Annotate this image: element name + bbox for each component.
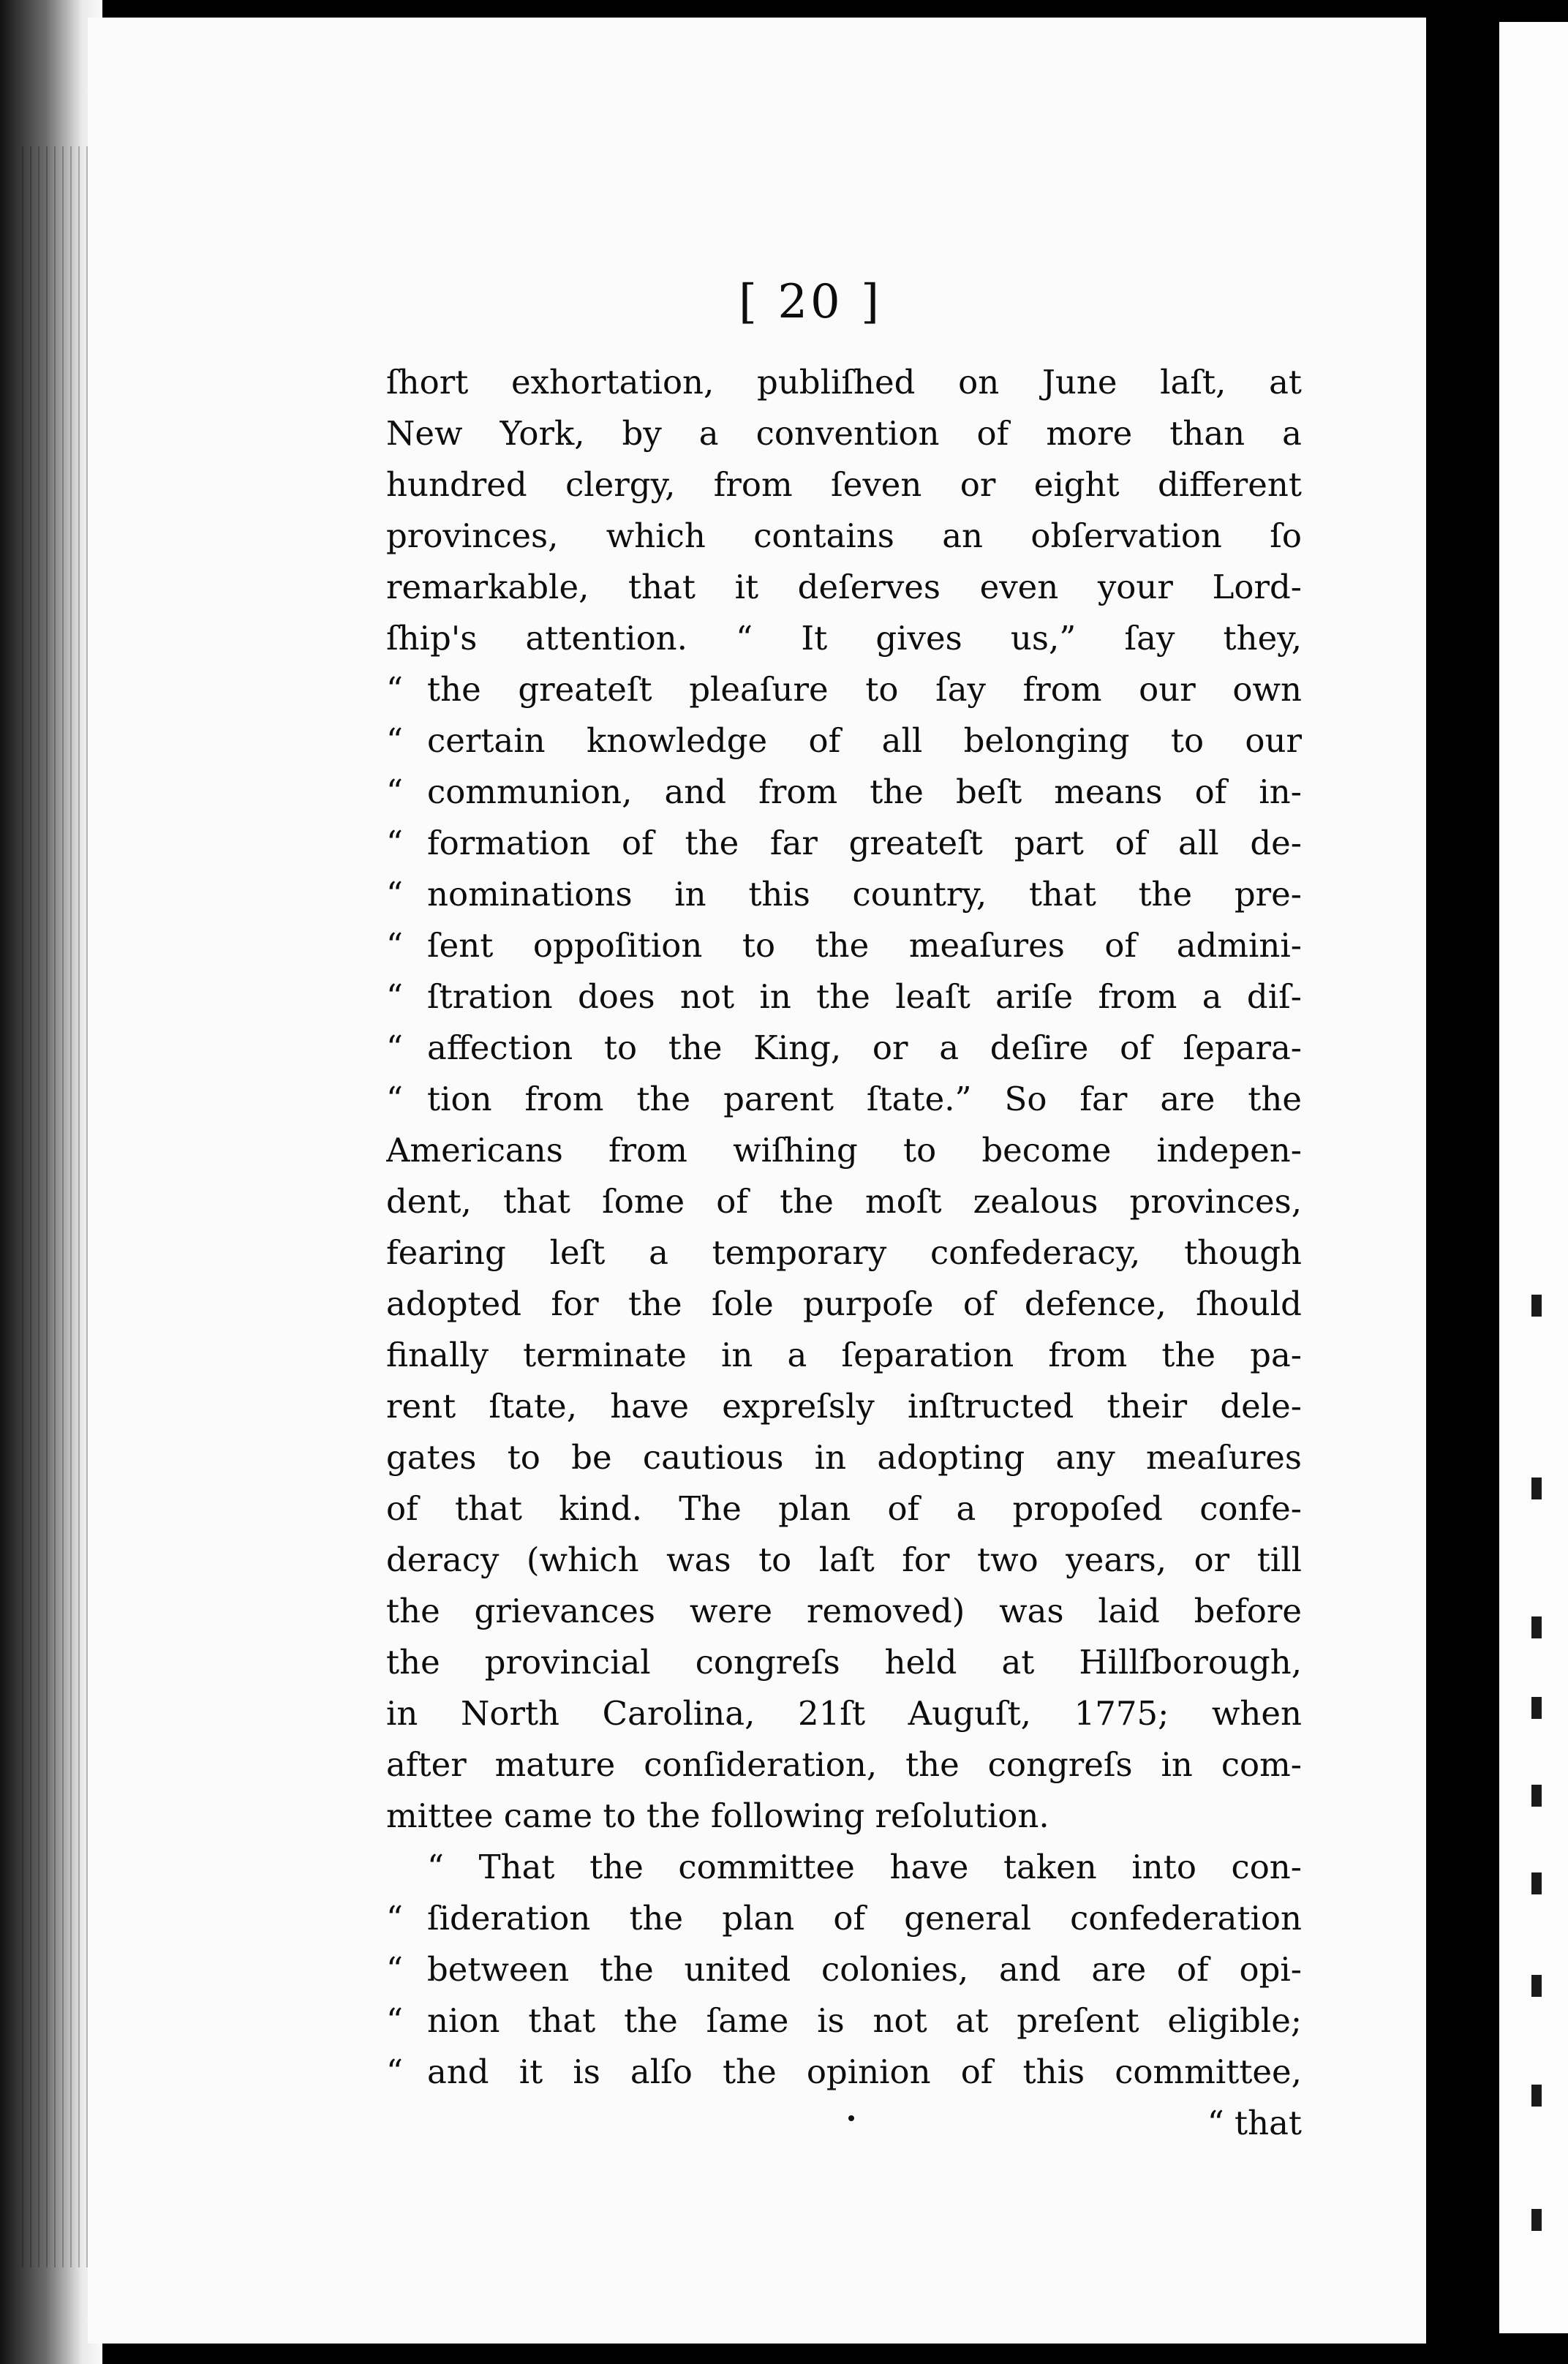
line-text: in North Carolina, 21ſt Auguſt, 1775; when — [386, 1694, 1302, 1733]
line-text: formation of the far greateſt part of all de- — [427, 824, 1302, 862]
text-line — [386, 1535, 1302, 1586]
line-text: of that kind. The plan of a propoſed confe- — [386, 1489, 1302, 1528]
text-line — [386, 562, 1302, 613]
text-line — [386, 1227, 1302, 1279]
line-text: after mature conſideration, the congreſs in com- — [386, 1745, 1302, 1784]
line-text: ſhort exhortation, publiſhed on June laſt, at — [386, 363, 1302, 402]
quotation-mark: “ — [386, 670, 404, 709]
text-line — [386, 818, 1302, 869]
text-line — [386, 767, 1302, 818]
text-line — [386, 1074, 1302, 1125]
line-text: gates to be cautious in adopting any meaſures — [386, 1438, 1302, 1477]
text-line — [386, 1330, 1302, 1381]
line-text: ſhip's attention. “ It gives us,” ſay they, — [386, 619, 1302, 658]
text-line — [386, 1023, 1302, 1074]
line-text: the provincial congreſs held at Hillſborough, — [386, 1643, 1302, 1682]
line-text: Americans from wiſhing to become indepen- — [386, 1131, 1302, 1170]
facing-page-edge — [1499, 22, 1568, 2333]
text-line — [386, 2047, 1302, 2098]
quotation-mark: “ — [386, 2001, 404, 2040]
text-line — [386, 1432, 1302, 1483]
line-text: mittee came to the following reſolution. — [386, 1796, 1049, 1835]
bleed-mark — [1531, 2209, 1542, 2231]
bleed-mark — [1531, 1785, 1542, 1807]
line-text: ſtration does not in the leaſt ariſe from a diſ- — [427, 977, 1302, 1016]
quotation-mark: “ — [386, 1028, 404, 1067]
text-line — [386, 1791, 1302, 1842]
line-text: ſent oppoſition to the meaſures of admini- — [427, 926, 1302, 965]
line-text: dent, that ſome of the moſt zealous provinces, — [386, 1182, 1302, 1221]
text-line — [386, 408, 1302, 459]
text-line — [386, 971, 1302, 1023]
line-text: “ That the committee have taken into con- — [427, 1848, 1302, 1886]
text-line — [386, 1637, 1302, 1688]
text-line — [386, 1279, 1302, 1330]
text-line — [386, 1125, 1302, 1176]
text-line — [386, 613, 1302, 664]
text-line — [386, 1842, 1302, 1893]
line-text: the greateſt pleaſure to ſay from our own — [427, 670, 1302, 709]
body-text — [386, 357, 1302, 2149]
bleed-mark — [1531, 2085, 1542, 2107]
line-text: the grievances were removed) was laid before — [386, 1592, 1302, 1630]
line-text: finally terminate in a ſeparation from the pa- — [386, 1336, 1302, 1374]
ink-speck — [848, 2115, 854, 2121]
text-line — [386, 920, 1302, 971]
line-text: deracy (which was to laſt for two years, or till — [386, 1540, 1302, 1579]
line-text: between the united colonies, and are of opi- — [427, 1950, 1302, 1989]
catchword: “ that — [1207, 2104, 1302, 2142]
line-text: nominations in this country, that the pre- — [427, 875, 1302, 914]
text-line — [386, 664, 1302, 715]
text-line — [386, 1944, 1302, 1995]
line-text: provinces, which contains an obſervation ſo — [386, 516, 1302, 555]
line-text: New York, by a convention of more than a — [386, 414, 1302, 453]
quotation-mark: “ — [386, 1080, 404, 1118]
line-text: ſideration the plan of general confederation — [427, 1899, 1302, 1938]
quotation-mark: “ — [386, 2052, 404, 2091]
quotation-mark: “ — [386, 1899, 404, 1938]
quotation-mark: “ — [386, 772, 404, 811]
bleed-mark — [1531, 1478, 1542, 1499]
quotation-mark: “ — [386, 721, 404, 760]
line-text: rent ſtate, have expreſsly inſtructed their dele- — [386, 1387, 1302, 1426]
quotation-mark: “ — [386, 875, 404, 914]
text-line — [386, 1176, 1302, 1227]
bleed-mark — [1531, 1975, 1542, 1997]
line-text: adopted for the ſole purpoſe of defence, ſhould — [386, 1284, 1302, 1323]
line-text: hundred clergy, from ſeven or eight different — [386, 465, 1302, 504]
text-line — [386, 1995, 1302, 2047]
line-text: fearing leſt a temporary confederacy, though — [386, 1233, 1302, 1272]
line-text: and it is alſo the opinion of this committee, — [427, 2052, 1302, 2091]
bleed-mark — [1531, 1295, 1542, 1317]
text-line — [386, 511, 1302, 562]
line-text: certain knowledge of all belonging to our — [427, 721, 1302, 760]
line-text: tion from the parent ſtate.” So far are the — [427, 1080, 1302, 1118]
line-text: affection to the King, or a deſire of ſepara- — [427, 1028, 1302, 1067]
line-text: communion, and from the beſt means of in- — [427, 772, 1302, 811]
text-line — [386, 715, 1302, 767]
text-line — [386, 1893, 1302, 1944]
text-line — [386, 1483, 1302, 1535]
text-line — [386, 459, 1302, 511]
quotation-mark: “ — [386, 977, 404, 1016]
line-text: nion that the ſame is not at preſent eligible; — [427, 2001, 1302, 2040]
quotation-mark: “ — [386, 824, 404, 862]
quotation-mark: “ — [386, 1950, 404, 1989]
text-line — [386, 1381, 1302, 1432]
text-line — [386, 357, 1302, 408]
page-number: [ 20 ] — [739, 275, 883, 329]
text-line — [386, 1586, 1302, 1637]
text-line — [386, 869, 1302, 920]
bleed-mark — [1531, 1872, 1542, 1894]
line-text: remarkable, that it deſerves even your Lord- — [386, 568, 1302, 606]
text-line — [386, 1688, 1302, 1739]
bleed-mark — [1531, 1616, 1542, 1638]
text-line — [386, 1739, 1302, 1791]
quotation-mark: “ — [386, 926, 404, 965]
bleed-mark — [1531, 1697, 1542, 1719]
book-gutter — [0, 0, 102, 2364]
